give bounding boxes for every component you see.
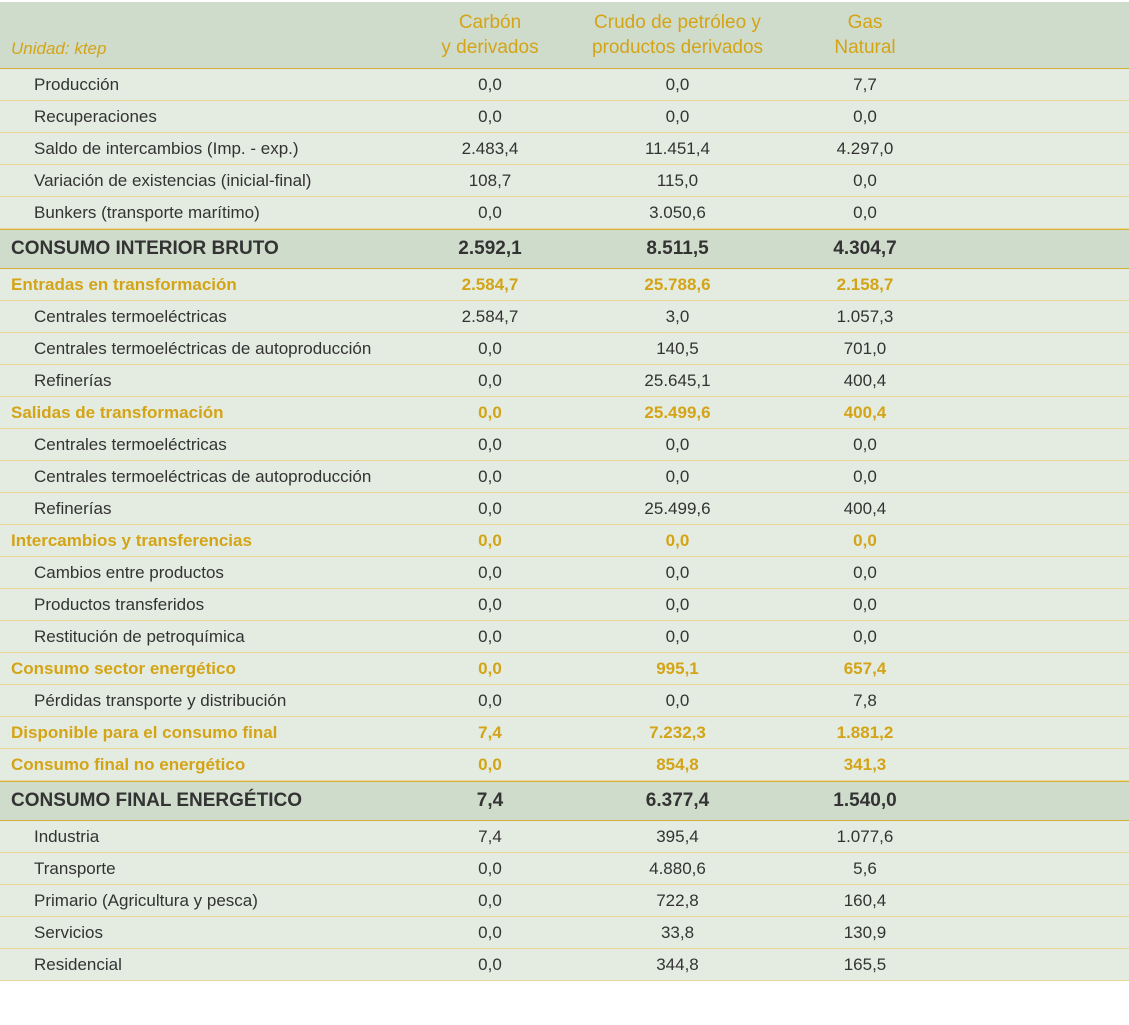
row-label: Productos transferidos — [34, 595, 205, 614]
gas-value: 1.077,6 — [836, 827, 894, 846]
petroleo-value: 115,0 — [656, 171, 699, 190]
column-header-gas-line1: Gas — [847, 12, 883, 33]
petroleo-value: 25.645,1 — [644, 371, 711, 390]
carbon-value: 0,0 — [478, 435, 502, 454]
total-row — [0, 229, 1129, 269]
carbon-value: 0,0 — [478, 563, 502, 582]
petroleo-value: 344,8 — [656, 955, 699, 974]
petroleo-value: 854,8 — [656, 755, 699, 774]
petroleo-value: 25.499,6 — [644, 499, 711, 518]
row-label: Refinerías — [34, 499, 112, 518]
carbon-value: 0,0 — [478, 339, 502, 358]
gas-value: 165,5 — [843, 955, 887, 974]
table-row — [0, 365, 1129, 397]
table-row — [0, 429, 1129, 461]
carbon-value: 108,7 — [468, 171, 512, 190]
table-row — [0, 165, 1129, 197]
petroleo-value: 25.788,6 — [644, 275, 711, 294]
column-header-carbon-line2: y derivados — [441, 37, 539, 58]
row-label: Disponible para el consumo final — [11, 723, 278, 742]
carbon-value: 7,4 — [478, 723, 502, 742]
row-label: CONSUMO INTERIOR BRUTO — [11, 238, 279, 259]
gas-value: 1.057,3 — [836, 307, 894, 326]
row-label: Centrales termoeléctricas — [34, 435, 227, 454]
table-row — [0, 301, 1129, 333]
petroleo-value: 7.232,3 — [649, 723, 706, 742]
petroleo-value: 6.377,4 — [645, 790, 710, 811]
row-label: Entradas en transformación — [11, 275, 237, 294]
row-label: Centrales termoeléctricas de autoproducción — [34, 339, 372, 358]
gas-value: 1.881,2 — [836, 723, 894, 742]
table-row — [0, 133, 1129, 165]
petroleo-value: 0,0 — [665, 595, 690, 614]
table-row — [0, 589, 1129, 621]
row-label: Cambios entre productos — [34, 563, 224, 582]
row-label: Saldo de intercambios (Imp. - exp.) — [34, 139, 299, 158]
column-header-petroleo — [570, 10, 785, 60]
petroleo-value: 11.451,4 — [645, 139, 710, 158]
table-row — [0, 621, 1129, 653]
row-label: CONSUMO FINAL ENERGÉTICO — [11, 790, 302, 811]
column-header-carbon-line1: Carbón — [458, 12, 522, 33]
column-header-petroleo-line2: productos derivados — [591, 37, 764, 58]
petroleo-value: 3.050,6 — [649, 203, 706, 222]
table-body — [0, 69, 1129, 981]
table-row — [0, 949, 1129, 981]
table-row — [0, 557, 1129, 589]
gas-value: 0,0 — [853, 435, 877, 454]
gas-value: 4.297,0 — [836, 139, 894, 158]
gas-value: 2.158,7 — [836, 275, 894, 294]
petroleo-value: 722,8 — [656, 891, 699, 910]
carbon-value: 0,0 — [478, 203, 502, 222]
gas-value: 400,4 — [843, 403, 887, 422]
row-label: Centrales termoeléctricas de autoproducción — [34, 467, 372, 486]
column-header-petroleo-line1: Crudo de petróleo y — [594, 12, 761, 33]
table-row — [0, 69, 1129, 101]
carbon-value: 0,0 — [478, 627, 502, 646]
row-label: Pérdidas transporte y distribución — [34, 691, 287, 710]
column-header-gas-line2: Natural — [834, 37, 896, 58]
total-row — [0, 781, 1129, 821]
carbon-value: 7,4 — [478, 827, 502, 846]
row-label: Intercambios y transferencias — [11, 531, 252, 550]
carbon-value: 0,0 — [478, 755, 502, 774]
table-row — [0, 197, 1129, 229]
gas-value: 657,4 — [843, 659, 887, 678]
petroleo-value: 0,0 — [665, 691, 690, 710]
carbon-value: 0,0 — [478, 75, 502, 94]
gas-value: 130,9 — [843, 923, 887, 942]
carbon-value: 0,0 — [478, 107, 502, 126]
gas-value: 701,0 — [843, 339, 887, 358]
gas-value: 0,0 — [853, 467, 877, 486]
carbon-value: 0,0 — [478, 499, 502, 518]
petroleo-value: 0,0 — [665, 531, 690, 550]
gas-value: 5,6 — [853, 859, 877, 878]
row-label: Restitución de petroquímica — [34, 627, 245, 646]
carbon-value: 2.483,4 — [461, 139, 519, 158]
row-label: Refinerías — [34, 371, 112, 390]
gas-value: 400,4 — [843, 499, 887, 518]
section-row — [0, 269, 1129, 301]
section-row — [0, 525, 1129, 557]
section-row — [0, 749, 1129, 781]
section-row — [0, 397, 1129, 429]
section-row — [0, 717, 1129, 749]
petroleo-value: 395,4 — [656, 827, 699, 846]
row-label: Producción — [34, 75, 120, 94]
table-row — [0, 333, 1129, 365]
petroleo-value: 0,0 — [665, 107, 690, 126]
carbon-value: 0,0 — [478, 691, 502, 710]
gas-value: 0,0 — [853, 595, 877, 614]
gas-value: 0,0 — [853, 203, 877, 222]
table-header — [0, 2, 1129, 69]
gas-value: 0,0 — [853, 563, 877, 582]
carbon-value: 0,0 — [478, 891, 502, 910]
carbon-value: 0,0 — [478, 923, 502, 942]
gas-value: 0,0 — [853, 171, 877, 190]
gas-value: 7,7 — [853, 75, 877, 94]
row-label: Industria — [34, 827, 100, 846]
carbon-value: 0,0 — [478, 371, 502, 390]
table-row — [0, 461, 1129, 493]
petroleo-value: 0,0 — [665, 435, 690, 454]
gas-value: 341,3 — [843, 755, 887, 774]
row-label: Servicios — [34, 923, 103, 942]
table-row — [0, 917, 1129, 949]
petroleo-value: 0,0 — [665, 563, 690, 582]
carbon-value: 2.584,7 — [461, 275, 519, 294]
carbon-value: 2.592,1 — [458, 238, 522, 259]
row-label: Consumo final no energético — [11, 755, 246, 774]
petroleo-value: 140,5 — [656, 339, 699, 358]
petroleo-value: 33,8 — [660, 923, 695, 942]
section-row — [0, 653, 1129, 685]
table-row — [0, 853, 1129, 885]
gas-value: 0,0 — [853, 627, 877, 646]
gas-value: 7,8 — [853, 691, 877, 710]
gas-value: 1.540,0 — [833, 790, 897, 811]
table-row — [0, 885, 1129, 917]
petroleo-value: 0,0 — [665, 627, 690, 646]
petroleo-value: 4.880,6 — [649, 859, 706, 878]
carbon-value: 0,0 — [478, 595, 502, 614]
column-header-carbon — [420, 10, 560, 60]
row-label: Residencial — [34, 955, 122, 974]
row-label: Primario (Agricultura y pesca) — [34, 891, 258, 910]
carbon-value: 0,0 — [478, 403, 502, 422]
row-label: Consumo sector energético — [11, 659, 236, 678]
carbon-value: 0,0 — [478, 859, 502, 878]
gas-value: 0,0 — [853, 107, 877, 126]
unit-label: Unidad: ktep — [11, 39, 107, 58]
gas-value: 4.304,7 — [833, 238, 897, 259]
row-label: Recuperaciones — [34, 107, 157, 126]
carbon-value: 2.584,7 — [461, 307, 519, 326]
carbon-value: 0,0 — [478, 955, 502, 974]
carbon-value: 0,0 — [478, 659, 502, 678]
gas-value: 0,0 — [853, 531, 877, 550]
row-label: Salidas de transformación — [11, 403, 224, 422]
petroleo-value: 8.511,5 — [646, 238, 709, 259]
table-row — [0, 493, 1129, 525]
petroleo-value: 25.499,6 — [644, 403, 711, 422]
petroleo-value: 0,0 — [665, 467, 690, 486]
petroleo-value: 995,1 — [656, 659, 699, 678]
carbon-value: 7,4 — [476, 790, 504, 811]
row-label: Transporte — [34, 859, 116, 878]
table-row — [0, 101, 1129, 133]
petroleo-value: 3,0 — [665, 307, 690, 326]
carbon-value: 0,0 — [478, 531, 502, 550]
row-label: Bunkers (transporte marítimo) — [34, 203, 260, 222]
carbon-value: 0,0 — [478, 467, 502, 486]
table-row — [0, 821, 1129, 853]
petroleo-value: 0,0 — [665, 75, 690, 94]
row-label: Centrales termoeléctricas — [34, 307, 227, 326]
gas-value: 400,4 — [843, 371, 887, 390]
column-header-gas — [800, 10, 930, 60]
table-row — [0, 685, 1129, 717]
energy-balance-table — [0, 2, 1129, 981]
row-label: Variación de existencias (inicial-final) — [34, 171, 312, 190]
gas-value: 160,4 — [843, 891, 887, 910]
